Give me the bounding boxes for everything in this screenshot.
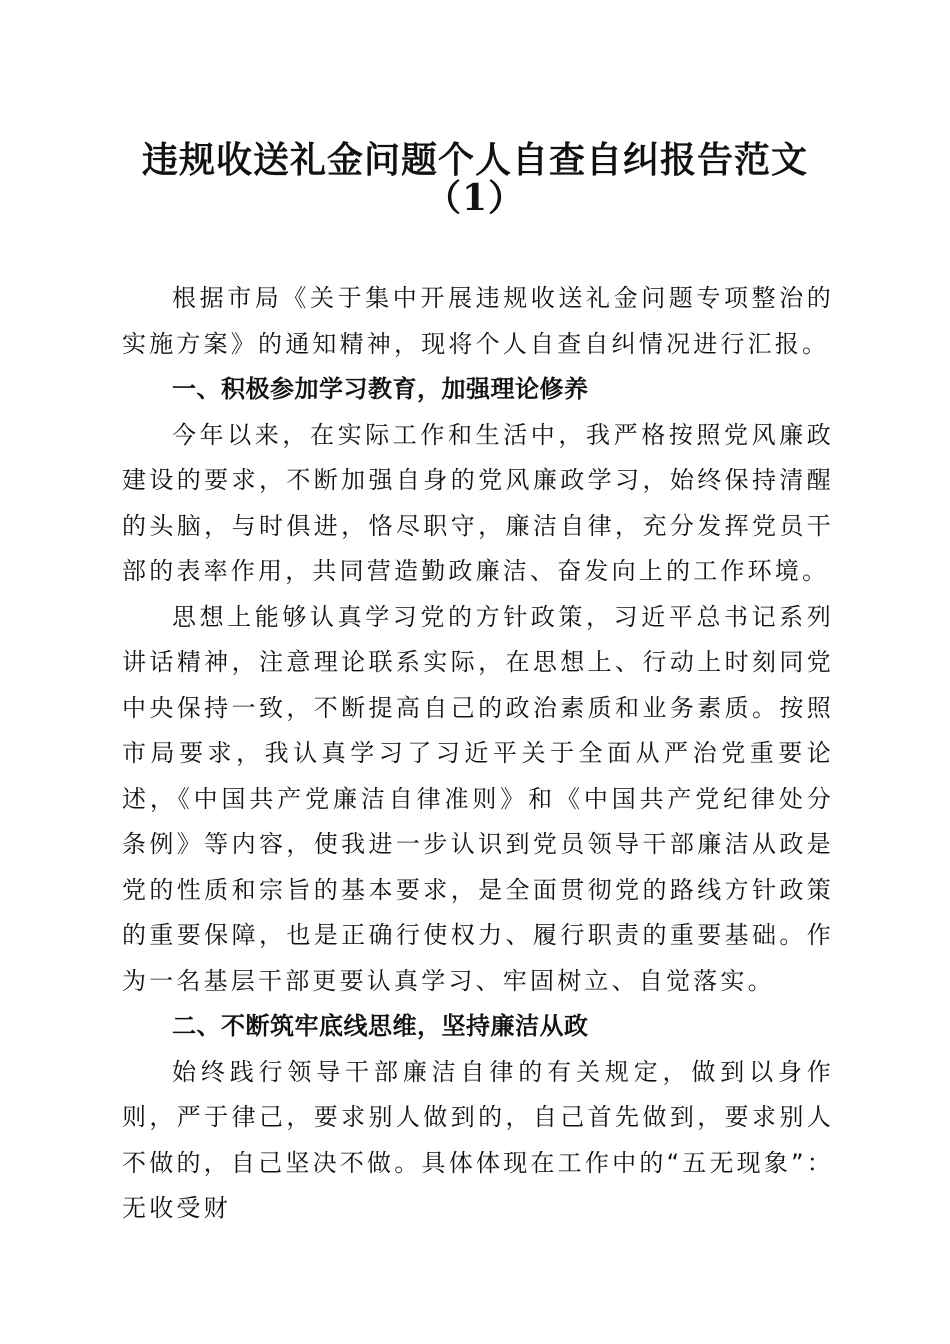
body-paragraph: 思想上能够认真学习党的方针政策，习近平总书记系列讲话精神，注意理论联系实际，在思想上、行动上时刻同党中央保持一致，不断提高自己的政治素质和业务素质。按照市局要求，我认真学习了习近平关于全面从严治党重要论述，《中国共产党廉洁自律准则》和《中国共产党纪律处分条例》等内容，使我进一步认识到党员领导干部廉洁从政是党的性质和宗旨的基本要求，是全面贯彻党的路线方针政策的重要保障，也是正确行使权力、履行职责的重要基础。作为一名基层干部更要认真学习、牢固树立、自觉落实。: [122, 602, 834, 995]
document-title: 违规收送礼金问题个人自查自纠报告范文: [141, 139, 808, 181]
document-title-number: （1）: [424, 177, 526, 219]
document-body: [122, 276, 834, 1232]
section-heading-2: 二、不断筑牢底线思维，坚持廉洁从政: [172, 1012, 589, 1040]
body-paragraph: 今年以来，在实际工作和生活中，我严格按照党风廉政建设的要求，不断加强自身的党风廉政学习，始终保持清醒的头脑，与时俱进，恪尽职守，廉洁自律，充分发挥党员干部的表率作用，共同营造勤政廉洁、奋发向上的工作环境。: [122, 420, 834, 585]
body-paragraph: 始终践行领导干部廉洁自律的有关规定，做到以身作则，严于律己，要求别人做到的，自己首先做到，要求别人不做的，自己坚决不做。具体体现在工作中的“五无现象”：无收受财: [122, 1057, 834, 1222]
section-heading-1: 一、积极参加学习教育，加强理论修养: [172, 375, 589, 403]
intro-paragraph: 根据市局《关于集中开展违规收送礼金问题专项整治的实施方案》的通知精神，现将个人自查自纠情况进行汇报。: [122, 284, 834, 358]
